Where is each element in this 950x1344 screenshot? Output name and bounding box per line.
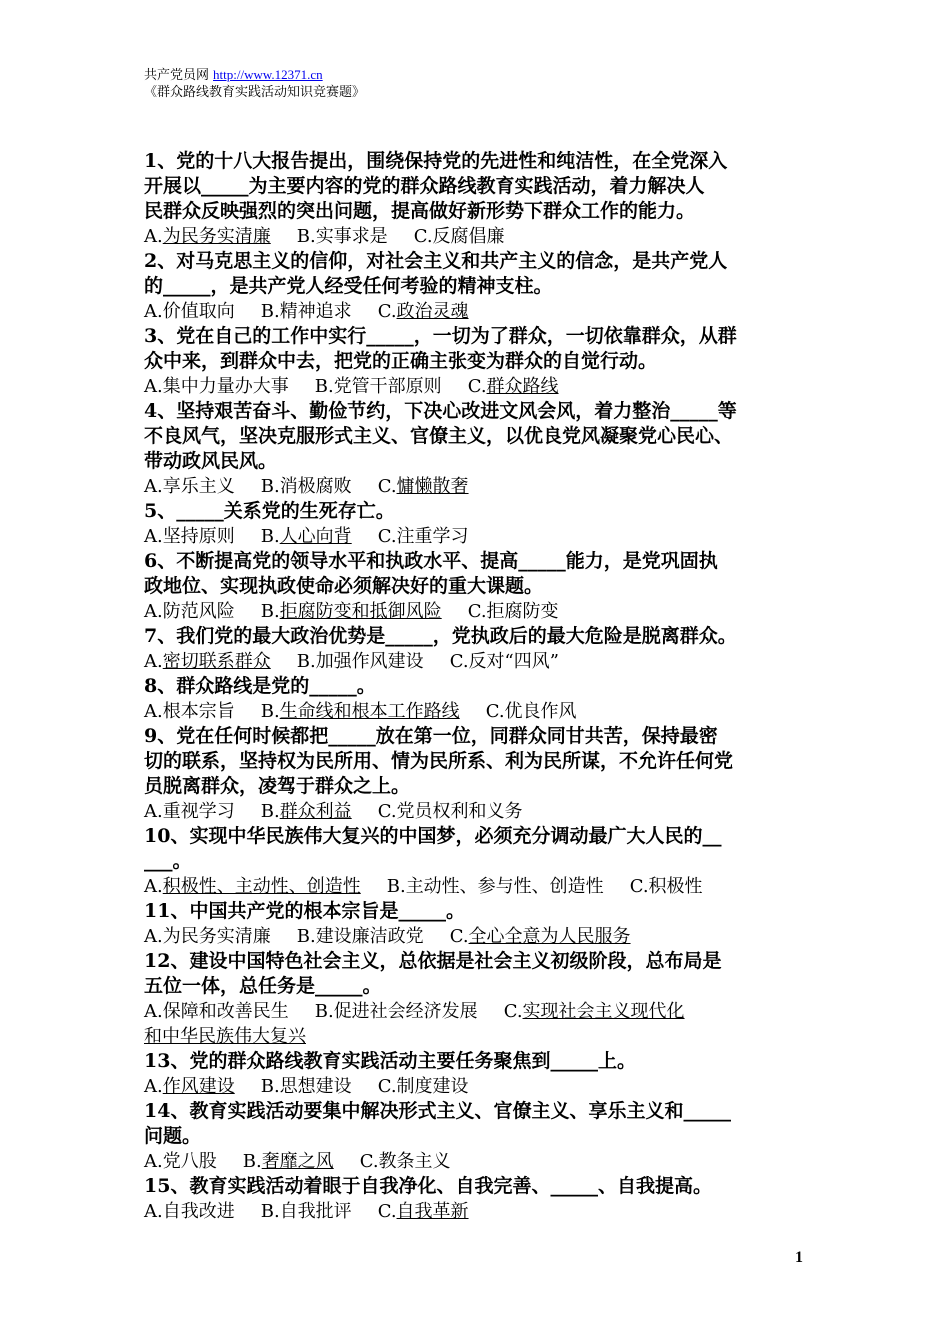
option-letter: C. <box>629 876 649 897</box>
site-name: 共产党员网 <box>144 67 210 82</box>
question-text-line: 15、教育实践活动着眼于自我净化、自我完善、_____、自我提高。 <box>144 1175 712 1197</box>
question-text-line: 9、党在任何时候都把_____放在第一位，同群众同甘共苦，保持最密 <box>144 725 718 747</box>
option-letter: A. <box>144 651 163 672</box>
question-block <box>144 149 812 249</box>
option-text: 重视学习 <box>162 801 235 822</box>
option-letter: B. <box>260 476 280 497</box>
options-line <box>144 524 812 549</box>
correct-answer-text: 作风建设 <box>162 1076 235 1097</box>
option-item <box>468 376 559 397</box>
document-title: 《群众路线教育实践活动知识竞赛题》 <box>144 84 366 99</box>
option-letter: C. <box>359 1151 379 1172</box>
question-text-line: 8、群众路线是党的_____。 <box>144 675 376 697</box>
option-letter: A. <box>144 926 163 947</box>
correct-answer-text: 自我革新 <box>396 1201 469 1222</box>
option-item <box>486 701 577 722</box>
option-letter: B. <box>260 701 280 722</box>
option-letter: A. <box>144 226 163 247</box>
option-letter: C. <box>377 526 397 547</box>
option-item <box>468 601 559 622</box>
question-text-line: 6、不断提高党的领导水平和执政水平、提高_____能力，是党巩固执 <box>144 550 718 572</box>
option-letter: A. <box>144 301 163 322</box>
option-item <box>450 651 559 672</box>
option-item <box>243 1151 334 1172</box>
option-letter: B. <box>260 801 280 822</box>
option-item <box>144 1001 289 1022</box>
options-line <box>144 299 812 324</box>
question-block <box>144 1174 812 1224</box>
option-text: 教条主义 <box>378 1151 451 1172</box>
option-text: 自我批评 <box>279 1201 352 1222</box>
option-item <box>261 801 352 822</box>
option-letter: A. <box>144 526 163 547</box>
option-item <box>144 301 235 322</box>
options-line <box>144 474 812 499</box>
option-letter: B. <box>260 1076 280 1097</box>
option-item <box>315 1001 478 1022</box>
option-letter: A. <box>144 476 163 497</box>
option-letter: B. <box>260 1201 280 1222</box>
option-letter: A. <box>144 1201 163 1222</box>
option-text: 加强作风建设 <box>315 651 424 672</box>
option-letter: B. <box>242 1151 262 1172</box>
options-line <box>144 224 812 249</box>
option-text: 防范风险 <box>162 601 235 622</box>
option-letter: B. <box>296 651 316 672</box>
option-letter: B. <box>314 376 334 397</box>
options-line <box>144 874 812 899</box>
option-item <box>261 301 352 322</box>
options-line <box>144 1149 812 1174</box>
option-text: 积极性 <box>648 876 703 897</box>
option-item <box>360 1151 451 1172</box>
option-text: 根本宗旨 <box>162 701 235 722</box>
option-item <box>144 926 271 947</box>
option-text: 主动性、参与性、创造性 <box>405 876 604 897</box>
question-block <box>144 899 812 949</box>
question-text-line: 7、我们党的最大政治优势是_____，党执政后的最大危险是脱离群众。 <box>144 625 737 647</box>
option-item <box>144 876 361 897</box>
question-block <box>144 249 812 324</box>
option-text: 反腐倡廉 <box>432 226 505 247</box>
question-block <box>144 824 812 899</box>
options-line <box>144 1199 812 1224</box>
correct-answer-text: 拒腐防变和抵御风险 <box>279 601 442 622</box>
option-item <box>144 226 271 247</box>
option-letter: C. <box>449 651 469 672</box>
question-text-line: 10、实现中华民族伟大复兴的中国梦，必须充分调动最广大人民的__ <box>144 825 722 847</box>
question-text-line: 4、坚持艰苦奋斗、勤俭节约，下决心改进文风会风，着力整治_____等 <box>144 400 737 422</box>
option-item <box>378 526 469 547</box>
option-item <box>261 701 460 722</box>
question-text-line: 众中来，到群众中去，把党的正确主张变为群众的自觉行动。 <box>144 350 658 372</box>
question-block <box>144 499 812 549</box>
options-line <box>144 799 812 824</box>
options-line <box>144 999 812 1024</box>
option-text: 优良作风 <box>504 701 577 722</box>
option-letter: C. <box>377 1076 397 1097</box>
question-text-line: 3、党在自己的工作中实行_____，一切为了群众，一切依靠群众，从群 <box>144 325 737 347</box>
question-text-line: 2、对马克思主义的信仰，对社会主义和共产主义的信念，是共产党人 <box>144 250 728 272</box>
question-block <box>144 399 812 499</box>
option-item <box>261 526 352 547</box>
option-text: 集中力量办大事 <box>162 376 289 397</box>
option-text: 保障和改善民生 <box>162 1001 289 1022</box>
question-block <box>144 1049 812 1099</box>
correct-answer-text: 积极性、主动性、创造性 <box>162 876 361 897</box>
correct-answer-text: 全心全意为人民服务 <box>468 926 631 947</box>
option-text: 党管干部原则 <box>333 376 442 397</box>
option-text: 反对“四风” <box>468 651 559 672</box>
question-text-line: 1、党的十八大报告提出，围绕保持党的先进性和纯洁性，在全党深入 <box>144 150 728 172</box>
option-letter: B. <box>314 1001 334 1022</box>
question-block <box>144 674 812 724</box>
question-text-line: 带动政风民风。 <box>144 450 278 472</box>
option-item <box>144 1026 306 1047</box>
option-text: 思想建设 <box>279 1076 352 1097</box>
question-text-line: ___。 <box>144 850 192 872</box>
option-item <box>144 376 289 397</box>
question-text-line: 的_____，是共产党人经受任何考验的精神支柱。 <box>144 275 553 297</box>
option-text: 精神追求 <box>279 301 352 322</box>
option-letter: C. <box>377 801 397 822</box>
question-block <box>144 949 812 1049</box>
option-text: 促进社会经济发展 <box>333 1001 478 1022</box>
option-item <box>144 801 235 822</box>
options-line <box>144 374 812 399</box>
option-letter: B. <box>260 601 280 622</box>
question-text-line: 14、教育实践活动要集中解决形式主义、官僚主义、享乐主义和_____ <box>144 1100 731 1122</box>
option-item <box>450 926 631 947</box>
option-letter: B. <box>296 226 316 247</box>
option-item <box>378 1076 469 1097</box>
question-text-line: 开展以_____为主要内容的党的群众路线教育实践活动，着力解决人 <box>144 175 705 197</box>
option-letter: A. <box>144 876 163 897</box>
option-letter: B. <box>260 526 280 547</box>
correct-answer-text: 实现社会主义现代化 <box>522 1001 685 1022</box>
option-item <box>144 1076 235 1097</box>
correct-answer-text: 密切联系群众 <box>162 651 271 672</box>
header-source-line <box>144 66 365 83</box>
options-line <box>144 649 812 674</box>
correct-answer-text: 奢靡之风 <box>261 1151 334 1172</box>
option-letter: A. <box>144 701 163 722</box>
option-text: 为民务实清廉 <box>162 926 271 947</box>
option-text: 制度建设 <box>396 1076 469 1097</box>
option-letter: A. <box>144 601 163 622</box>
option-letter: C. <box>377 476 397 497</box>
quiz-content <box>144 149 812 1224</box>
options-line <box>144 599 812 624</box>
option-item <box>630 876 703 897</box>
option-letter: C. <box>503 1001 523 1022</box>
option-letter: B. <box>386 876 406 897</box>
correct-answer-text: 人心向背 <box>279 526 352 547</box>
option-letter: B. <box>296 926 316 947</box>
page-header <box>144 66 365 100</box>
correct-answer-text: 和中华民族伟大复兴 <box>144 1026 306 1047</box>
question-block <box>144 624 812 674</box>
options-line <box>144 1024 812 1049</box>
question-text-line: 不良风气，坚决克服形式主义、官僚主义，以优良党风凝聚党心民心、 <box>144 425 734 447</box>
option-item <box>414 226 505 247</box>
correct-answer-text: 群众路线 <box>486 376 559 397</box>
option-item <box>378 1201 469 1222</box>
question-text-line: 切的联系，坚持权为民所用、情为民所系、利为民所谋，不允许任何党 <box>144 750 734 772</box>
option-item <box>315 376 442 397</box>
option-text: 消极腐败 <box>279 476 352 497</box>
option-item <box>261 1201 352 1222</box>
option-text: 享乐主义 <box>162 476 235 497</box>
question-block <box>144 1099 812 1174</box>
option-item <box>144 1151 217 1172</box>
question-text-line: 5、_____关系党的生死存亡。 <box>144 500 395 522</box>
option-letter: C. <box>467 601 487 622</box>
option-letter: C. <box>413 226 433 247</box>
option-text: 坚持原则 <box>162 526 235 547</box>
option-text: 自我改进 <box>162 1201 235 1222</box>
option-item <box>297 926 424 947</box>
option-item <box>387 876 604 897</box>
correct-answer-text: 生命线和根本工作路线 <box>279 701 460 722</box>
question-text-line: 民群众反映强烈的突出问题，提高做好新形势下群众工作的能力。 <box>144 200 696 222</box>
option-letter: A. <box>144 376 163 397</box>
option-text: 党八股 <box>162 1151 217 1172</box>
option-letter: C. <box>485 701 505 722</box>
question-text-line: 问题。 <box>144 1125 202 1147</box>
option-item <box>144 526 235 547</box>
option-text: 建设廉洁政党 <box>315 926 424 947</box>
options-line <box>144 924 812 949</box>
option-text: 党员权利和义务 <box>396 801 523 822</box>
option-letter: C. <box>449 926 469 947</box>
options-line <box>144 699 812 724</box>
question-text-line: 员脱离群众，凌驾于群众之上。 <box>144 775 411 797</box>
page-number: 1 <box>795 1249 803 1266</box>
option-letter: A. <box>144 801 163 822</box>
option-letter: C. <box>467 376 487 397</box>
option-text: 价值取向 <box>162 301 235 322</box>
option-item <box>378 301 469 322</box>
option-item <box>144 601 235 622</box>
option-letter: C. <box>377 1201 397 1222</box>
site-url-link[interactable]: http://www.12371.cn <box>213 67 323 82</box>
option-item <box>297 226 388 247</box>
option-text: 实事求是 <box>315 226 388 247</box>
option-item <box>144 1201 235 1222</box>
option-item <box>504 1001 685 1022</box>
question-text-line: 12、建设中国特色社会主义，总依据是社会主义初级阶段，总布局是 <box>144 950 722 972</box>
question-text-line: 五位一体，总任务是_____。 <box>144 975 382 997</box>
option-letter: C. <box>377 301 397 322</box>
option-item <box>378 476 469 497</box>
option-text: 注重学习 <box>396 526 469 547</box>
option-item <box>144 476 235 497</box>
option-item <box>261 601 442 622</box>
question-text-line: 政地位、实现执政使命必须解决好的重大课题。 <box>144 575 544 597</box>
question-block <box>144 549 812 624</box>
options-line <box>144 1074 812 1099</box>
question-text-line: 11、中国共产党的根本宗旨是_____。 <box>144 900 465 922</box>
option-letter: B. <box>260 301 280 322</box>
option-item <box>297 651 424 672</box>
option-letter: A. <box>144 1151 163 1172</box>
option-text: 拒腐防变 <box>486 601 559 622</box>
option-item <box>261 476 352 497</box>
correct-answer-text: 慵懒散奢 <box>396 476 469 497</box>
question-text-line: 13、党的群众路线教育实践活动主要任务聚焦到_____上。 <box>144 1050 636 1072</box>
option-item <box>378 801 523 822</box>
correct-answer-text: 群众利益 <box>279 801 352 822</box>
option-item <box>261 1076 352 1097</box>
option-item <box>144 701 235 722</box>
question-block <box>144 324 812 399</box>
correct-answer-text: 政治灵魂 <box>396 301 469 322</box>
option-item <box>144 651 271 672</box>
option-letter: A. <box>144 1076 163 1097</box>
option-letter: A. <box>144 1001 163 1022</box>
question-block <box>144 724 812 824</box>
correct-answer-text: 为民务实清廉 <box>162 226 271 247</box>
